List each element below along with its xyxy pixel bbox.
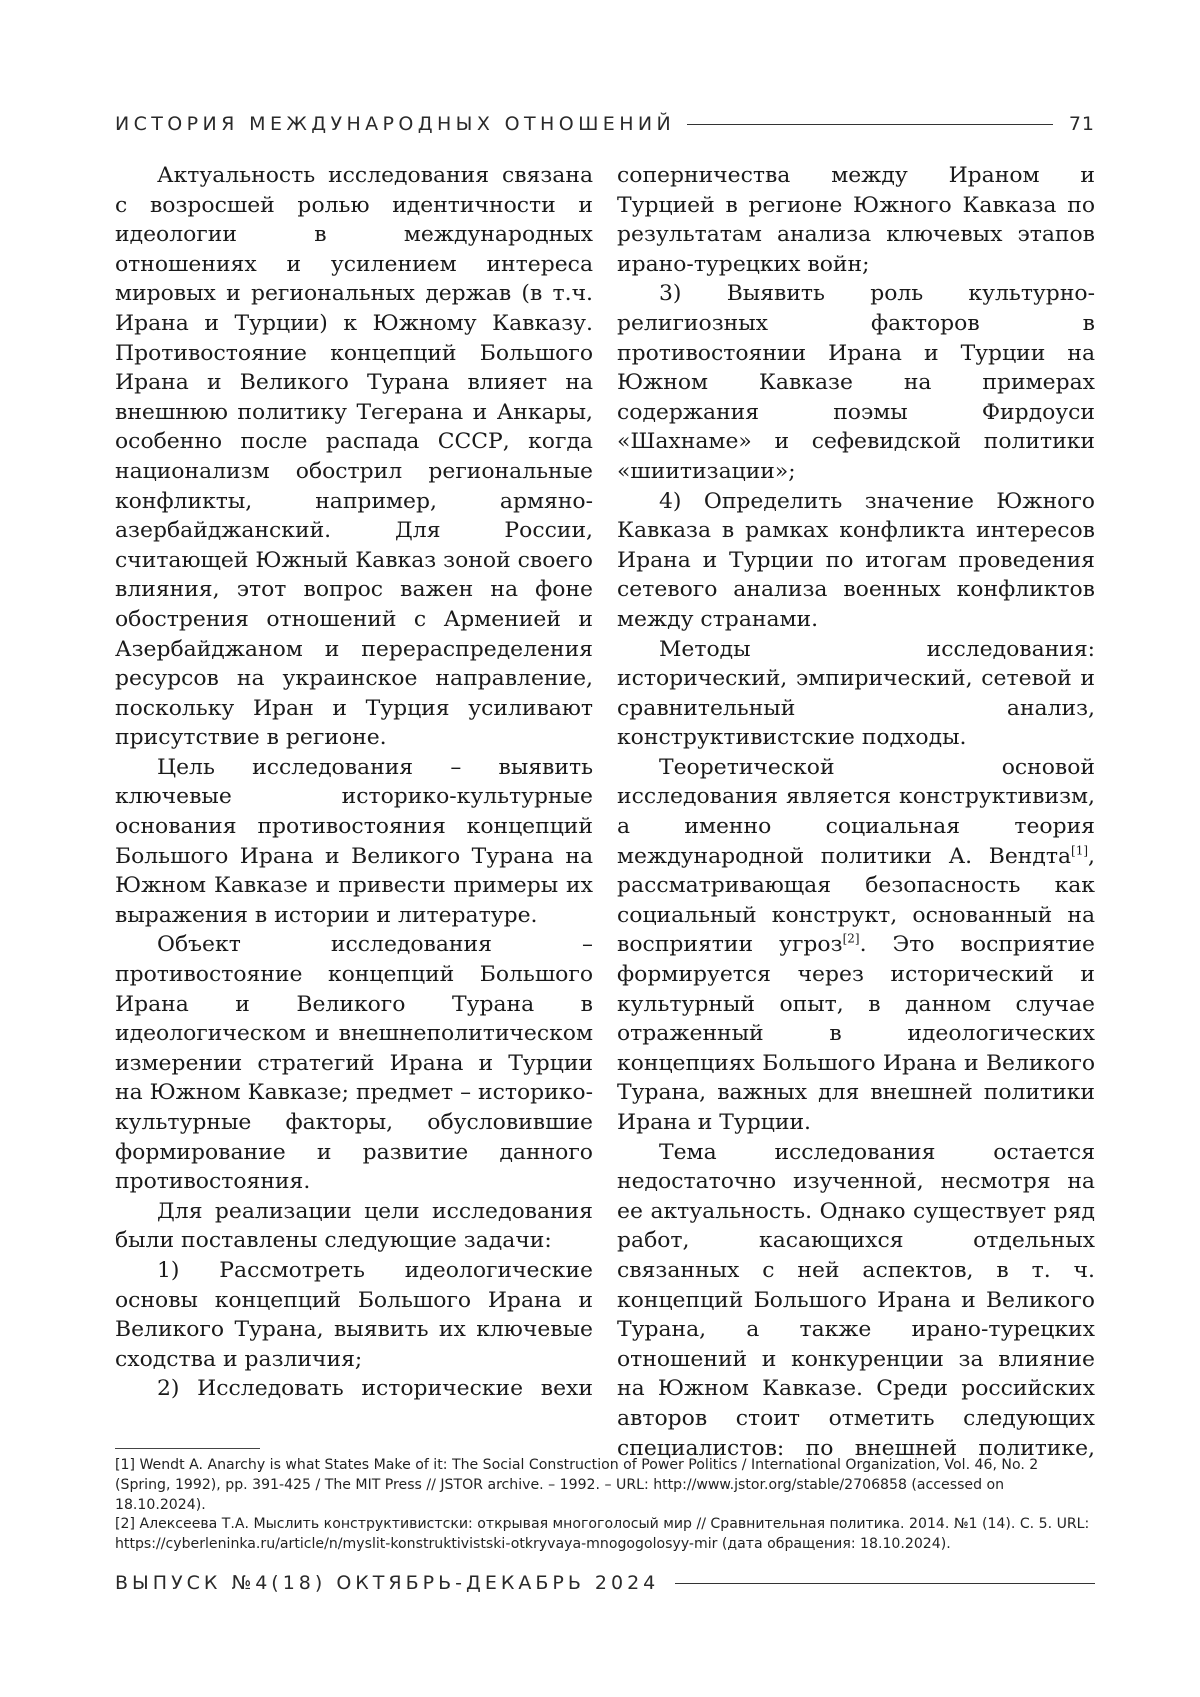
left-column (115, 161, 593, 1404)
header-rule (687, 124, 1053, 125)
paragraph-methods: Методы исследования: исторический, эмпирический, сетевой и сравнительный анализ, конструктивистские подходы. (617, 636, 1095, 751)
list-item-task-4: 4) Определить значение Южного Кавказа в рамках конфликта интересов Ирана и Турции по итогам проведения сетевого анализа военных конфликтов между странами. (617, 488, 1095, 632)
footnote-ref-1[interactable]: [1] (1071, 843, 1089, 858)
page-number: 71 (1068, 113, 1095, 135)
footnotes (115, 1456, 1095, 1555)
paragraph-tasks-intro: Для реализации цели исследования были поставлены следующие задачи: (115, 1198, 593, 1254)
list-item-task-3: 3) Выявить роль культурно-религиозных факторов в противостоянии Ирана и Турции на Южном Кавказе на примерах содержания поэмы Фирдоуси «Шахнаме» и сефевидской политики «шиитизации»; (617, 281, 1095, 484)
paragraph-relevance: Актуальность исследования связана с возросшей ролью идентичности и идеологии в международных отношениях и усилением интереса мировых и региональных держав (в т.ч. Ирана и Турции) к Южному Кавказу. Противостояние концепций Большого Ирана и Великого Турана влияет на внешнюю политику Тегерана и Анкары, особенно после распада СССР, когда национализм обострил региональные конфликты, например, армяно-азербайджанский. Для России, считающей Южный Кавказ зоной своего влияния, этот вопрос важен на фоне обострения отношений с Арменией и Азербайджаном и перераспределения ресурсов на украинское направление, поскольку Иран и Турция усиливают присутствие в регионе. (115, 163, 593, 751)
list-item-task-2: 2) Исследовать исторические вехи (157, 1376, 593, 1402)
right-column (617, 161, 1095, 1463)
footnote-2: [2] Алексеева Т.А. Мыслить конструктивистски: открывая многоголосый мир // Сравнительная политика. 2014. №1 (14). С. 5. URL: https://cyberleninka.ru/article/n/myslit-konstruktivistski-otkryvaya-mnogogolosyy-mir (дата обращения: 18.10.2024). (115, 1516, 1090, 1553)
theory-text-b: , рассматривающая безопасность как социальный конструкт, основанный на восприятии угроз (617, 843, 1095, 958)
footnote-ref-2[interactable]: [2] (842, 932, 860, 947)
paragraph-literature: Тема исследования остается недостаточно изученной, несмотря на ее актуальность. Однако существует ряд работ, касающихся отдельных связанных с ней аспектов, в т. ч. концепций Большого Ирана и Великого Турана, а также ирано-турецких отношений и конкуренции за влияние на Южном Кавказе. Среди российских авторов стоит отметить следующих специалистов: по внешней политике, (617, 1139, 1095, 1461)
list-item-task-1: 1) Рассмотреть идеологические основы концепций Большого Ирана и Великого Турана, выявить их ключевые сходства и различия; (115, 1257, 593, 1372)
paragraph-object: Объект исследования – противостояние концепций Большого Ирана и Великого Турана в идеологическом и внешнеполитическом измерении стратегий Ирана и Турции на Южном Кавказе; предмет – историко-культурные факторы, обусловившие формирование и развитие данного противостояния. (115, 932, 593, 1195)
running-header (115, 110, 1095, 138)
footnote-separator (115, 1448, 260, 1449)
section-title: ИСТОРИЯ МЕЖДУНАРОДНЫХ ОТНОШЕНИЙ (115, 113, 676, 135)
list-item-task-2-continued: соперничества между Ираном и Турцией в регионе Южного Кавказа по результатам анализа ключевых этапов ирано-турецких войн; (617, 163, 1095, 277)
footnote-1: [1] Wendt A. Anarchy is what States Make of it: The Social Construction of Power Politics / International Organization, Vol. 46, No. 2 (Spring, 1992), pp. 391-425 / The MIT Press // JSTOR archive. – 1992. – URL: http://www.jstor.org/stable/2706858 (accessed on 18.10.2024). (115, 1457, 1039, 1513)
footer-rule (675, 1583, 1095, 1584)
issue-label: ВЫПУСК №4(18) ОКТЯБРЬ-ДЕКАБРЬ 2024 (115, 1572, 660, 1594)
theory-text-a: Теоретической основой исследования является конструктивизм, а именно социальная теория международной политики А. Вендта (617, 754, 1095, 869)
paragraph-goal: Цель исследования – выявить ключевые историко-культурные основания противостояния концепций Большого Ирана и Великого Турана на Южном Кавказе и привести примеры их выражения в истории и литературе. (115, 754, 593, 928)
theory-text-c: . Это восприятие формируется через исторический и культурный опыт, в данном случае отраженный в идеологических концепциях Большого Ирана и Великого Турана, важных для внешней политики Ирана и Турции. (617, 932, 1096, 1135)
running-footer (115, 1569, 1095, 1597)
paragraph-theory (617, 753, 1095, 1138)
